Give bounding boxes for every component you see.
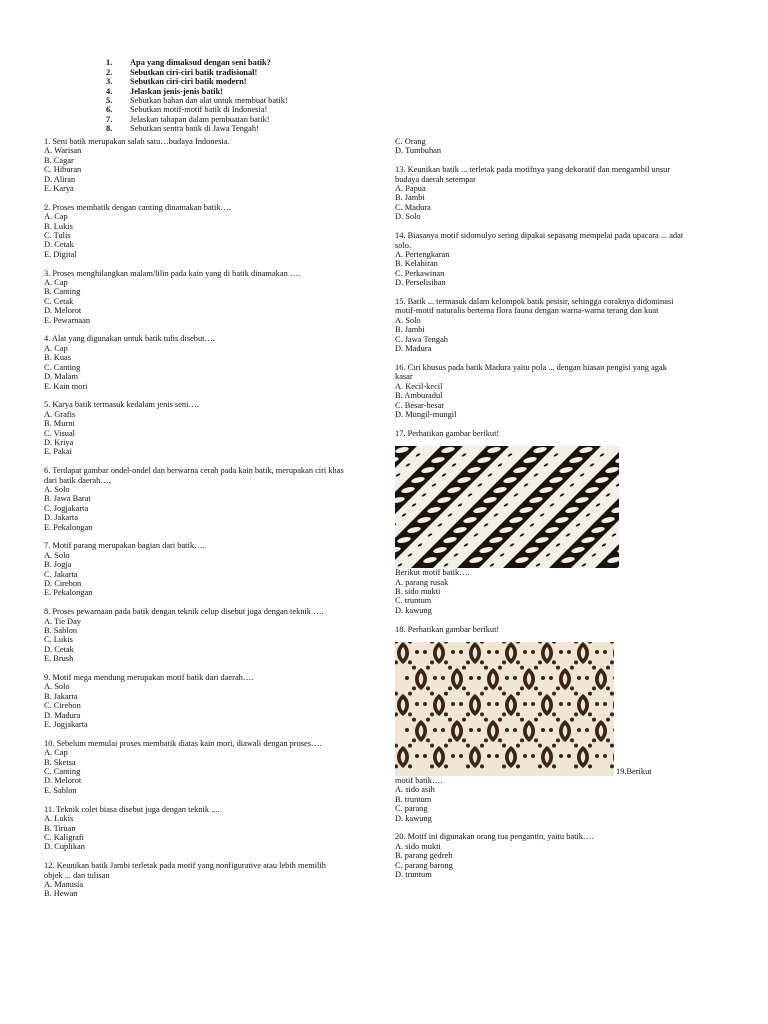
essay-question (106, 124, 436, 133)
question-number: 8. (106, 124, 113, 134)
essay-question (106, 58, 436, 67)
question-18 (395, 625, 685, 823)
option: D. kawung (395, 605, 432, 615)
option: B. Lukis (44, 221, 73, 231)
question-text: 10. Sebelum memulai proses membatik diatas kain mori, diawali dengan proses…. (44, 738, 322, 748)
essay-question-list (66, 58, 436, 133)
option: A. Cap (44, 748, 68, 758)
option: C. Besar-besar (395, 400, 445, 410)
question-text: Sebutkan motif-motif batik di Indonesia! (130, 105, 268, 115)
question-16 (395, 363, 685, 419)
option: B. parang gedreh (395, 851, 453, 861)
option: D. kawung (395, 813, 432, 823)
question-number: 1. (106, 58, 113, 68)
question-text: 14. Biasanya motif sidomulyo sering dipakai sepasang mempelai pada upacara ... adat solo. (395, 231, 684, 250)
question-item (44, 607, 344, 663)
option: B. truntum (395, 794, 432, 804)
option: D. Perselisihan (395, 278, 446, 288)
question-text: 15. Batik ... termasuk dalam kelompok batik pesisir, sehingga coraknya didominasi motif-motif naturalis bertema flora fauna dengan warna-warna terang dan kuat (395, 297, 674, 316)
option: D. Cetak (44, 644, 74, 654)
option: A. sido mukti (395, 841, 441, 851)
essay-question (106, 68, 436, 77)
option: D. Cirebon (44, 579, 82, 588)
option: A. Papua (395, 184, 426, 194)
question-text: Apa yang dimaksud dengan seni batik? (130, 58, 271, 68)
question-text: 12. Keunikan batik Jambi terletak pada motif yang nonfigurative atau lebih memilih objek ... dan tulisan (44, 861, 326, 880)
option: B. Cagar (44, 155, 74, 165)
essay-question (106, 87, 436, 96)
question-text: Sebutkan ciri-ciri batik modern! (130, 77, 247, 87)
question-item (44, 400, 344, 456)
option: A. parang rusak (395, 577, 449, 587)
option: B. Jogja (44, 560, 72, 570)
question-number: 4. (106, 86, 113, 96)
option: D. Solo (395, 212, 421, 222)
essay-question (106, 115, 436, 124)
option: B. Tiruan (44, 823, 76, 833)
question-text: 1. Seni batik merupakan salah satu…budaya Indonesia. (44, 137, 230, 146)
question-text: 18. Perhatikan gambar berikut! (395, 624, 500, 634)
essay-question (106, 96, 436, 105)
question-17 (395, 429, 685, 615)
question-text: Jelaskan tahapan dalam pembuatan batik! (130, 114, 270, 124)
question-item (44, 466, 344, 532)
question-number: 5. (106, 96, 113, 106)
question-item (44, 334, 344, 390)
question-text: 17. Perhatikan gambar berikut! (395, 428, 500, 438)
question-text: Sebutkan sentra batik di Jawa Tengah! (130, 124, 259, 134)
option: D. Jakarta (44, 513, 78, 523)
option: E. Sablon (44, 785, 77, 795)
question-19-text: motif batik…. (395, 775, 443, 785)
option: A. Solo (395, 315, 421, 325)
question-item (44, 137, 344, 193)
question-text: 20. Motif ini digunakan orang tua pengantin, yaitu batik…. (395, 832, 594, 842)
option: E. Brush (44, 654, 74, 664)
option: C. Orang (395, 137, 426, 146)
option: B. Murni (44, 419, 75, 429)
option: C. Tulis (44, 231, 71, 241)
option: C. Jogjakarta (44, 503, 89, 513)
option: D. Madura (44, 710, 81, 720)
question-item (44, 739, 344, 795)
parang-batik-image (395, 446, 619, 568)
question-followup: Berikut motif batik…. (395, 568, 470, 578)
option: E. Kain mori (44, 381, 88, 391)
question-text: 4. Alat yang digunakan untuk batik tulis disebut…. (44, 334, 215, 344)
option: B. Jambi (395, 325, 425, 335)
question-14 (395, 231, 685, 287)
question-number: 2. (106, 67, 113, 77)
question-item (44, 805, 344, 852)
essay-question (106, 77, 436, 86)
option: A. Pertengkaran (395, 250, 450, 260)
option: C. parang (395, 804, 428, 814)
option: E. Pekalongan (44, 522, 93, 532)
option-list (395, 785, 685, 823)
option: D. Tumbuhan (395, 146, 442, 156)
option: C. Jawa Tengah (395, 334, 448, 344)
parang-batik-pattern (395, 446, 619, 568)
option: A. Warisan (44, 146, 82, 156)
option: C. parang barong (395, 860, 453, 870)
question-item (44, 673, 344, 729)
option: C. Perkawinan (395, 268, 445, 278)
option: B. Jawa Barat (44, 494, 91, 504)
option: C. Hiburan (44, 165, 82, 175)
question-text: 7. Motif parang merupakan bagian dari batik…. (44, 541, 205, 551)
option: C. truntum (395, 596, 432, 606)
option: C. Madura (395, 202, 431, 212)
option: E. Karya (44, 184, 74, 194)
option: A. Solo (44, 484, 70, 494)
option: A. Manusia (44, 879, 84, 889)
question-text: 8. Proses pewarnaan pada batik dengan teknik celup disebut juga dengan teknik …. (44, 607, 324, 617)
question-text: 11. Teknik colet biasa disebut juga dengan teknik .... (44, 804, 220, 814)
essay-question (106, 105, 436, 114)
option: B. Canting (44, 287, 81, 297)
question-number: 6. (106, 105, 113, 115)
question-text: 13. Keunikan batik ... terletak pada motifnya yang dekoratif dan mengambil unsur budaya daerah setempat (395, 165, 671, 184)
option: C. Visual (44, 428, 75, 438)
option: A. Grafis (44, 409, 76, 419)
question-item (44, 269, 344, 325)
option: A. Cap (44, 278, 68, 288)
option: D. Melorot (44, 776, 82, 786)
question-text: Sebutkan ciri-ciri batik tradisional! (130, 67, 258, 77)
option: A. Solo (44, 682, 70, 692)
option: E. Jogjakarta (44, 720, 88, 730)
question-text: 2. Proses membatik dengan canting dinamakan batik…. (44, 202, 231, 212)
left-column (44, 137, 344, 908)
option: B. Kelahiran (395, 259, 438, 269)
option: C. Canting (44, 362, 81, 372)
option: B. Kuas (44, 353, 71, 363)
question-text: 5. Karya batik termasuk kedalam jenis seni…. (44, 400, 199, 410)
option: E. Pewarnaan (44, 315, 91, 325)
option: A. Cap (44, 343, 68, 353)
option: B. Amburadul (395, 391, 443, 401)
option: D. Kriya (44, 437, 74, 447)
option: D. Mungil-mungil (395, 409, 457, 419)
option: B. Jakarta (44, 691, 78, 701)
option: A. Lukis (44, 814, 74, 824)
option-list (395, 578, 685, 616)
question-text: Sebutkan bahan dan alat untuk membuat batik! (130, 96, 288, 106)
option: A. Tie Day (44, 616, 81, 626)
option: C. Kaligrafi (44, 832, 85, 842)
question-item (44, 203, 344, 259)
option: A. Kecil-kecil (395, 381, 443, 391)
question-15 (395, 297, 685, 353)
question-text: 16. Ciri khusus pada batik Madura yaitu pola ... dengan hiasan pengisi yang agak kasar (395, 362, 667, 382)
option: B. Jambi (395, 193, 425, 203)
option: D. truntum (395, 870, 432, 880)
question-12-continued (395, 137, 685, 156)
sidomukti-batik-pattern (395, 642, 614, 776)
option: D. Cetak (44, 240, 74, 250)
question-item (44, 861, 344, 899)
option: D. Aliran (44, 174, 76, 184)
right-column (395, 137, 685, 889)
question-text: 3. Proses menghilangkan malam/lilin pada kain yang di batik dinamakan …. (44, 268, 301, 278)
question-13 (395, 165, 685, 221)
option: D. Madura (395, 344, 432, 354)
option: C. Canting (44, 767, 81, 777)
question-20 (395, 832, 685, 879)
option: C. Lukis (44, 635, 73, 645)
question-text: Jelaskan jenis-jenis batik! (130, 86, 224, 96)
option: A. Cap (44, 212, 68, 222)
question-text: 6. Terdapat gambar ondel-ondel dan berwarna cerah pada kain batik, merupakan ciri khas dari batik daerah…. (44, 466, 344, 485)
option: B. sido mukti (395, 586, 441, 596)
option: C. Cirebon (44, 701, 81, 711)
option: E. Digital (44, 249, 77, 259)
option: B. Hewan (44, 889, 78, 899)
option: C. Cetak (44, 296, 74, 306)
option: E. Pakai (44, 447, 72, 457)
question-19-label: 19.Berikut (616, 766, 652, 776)
option: B. Sketsa (44, 757, 76, 767)
option: D. Melorot (44, 306, 82, 316)
question-item (44, 541, 344, 597)
question-text: 9. Motif mega mendung merupakan motif batik dari daerah…. (44, 673, 254, 683)
option: D. Cuplikan (44, 842, 85, 852)
option: E. Pekalongan (44, 588, 93, 598)
sidomukti-batik-image (395, 642, 614, 776)
option: C. Jakarta (44, 569, 78, 579)
option: D. Malam (44, 372, 78, 382)
option: A. Solo (44, 550, 70, 560)
question-number: 7. (106, 114, 113, 124)
option: A. sido asih (395, 785, 435, 795)
option: B. Sablon (44, 626, 78, 636)
question-number: 3. (106, 77, 113, 87)
